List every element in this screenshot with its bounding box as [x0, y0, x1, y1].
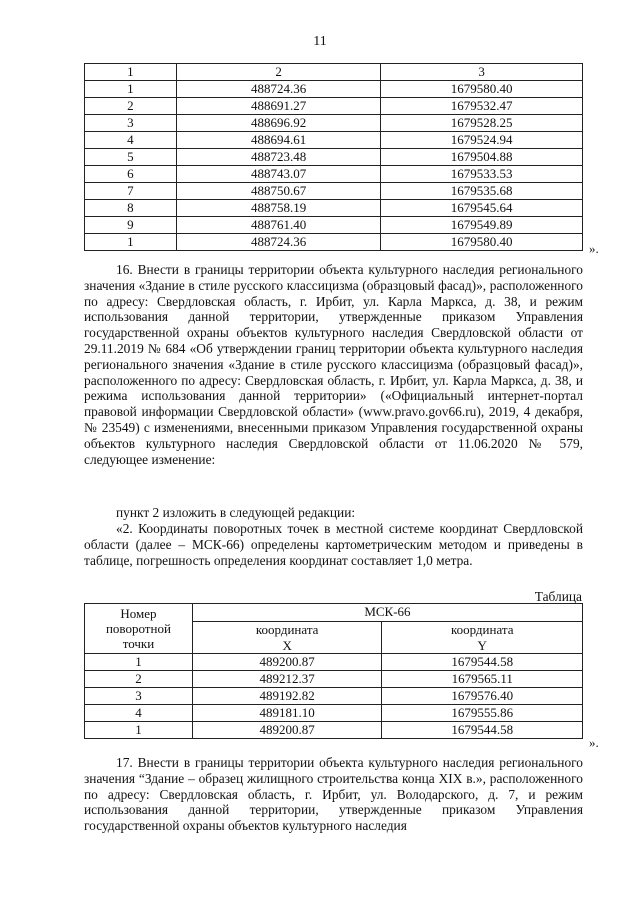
- table-row: [85, 183, 583, 200]
- point-number-cell: 1: [85, 81, 177, 98]
- table-row: [85, 166, 583, 183]
- point-number-header: Номер поворотной точки: [85, 604, 193, 654]
- x-value-cell: 488750.67: [176, 183, 381, 200]
- table-row: [85, 688, 583, 705]
- table-label: Таблица: [534, 589, 582, 604]
- point-number-cell: 7: [85, 183, 177, 200]
- paragraph-item-2: пункт 2 изложить в следующей редакции:: [116, 505, 356, 520]
- y-value-cell: 1679544.58: [382, 722, 583, 739]
- y-coordinate-label: координата: [382, 621, 583, 637]
- table-row: [85, 722, 583, 739]
- y-value-cell: 1679535.68: [381, 183, 583, 200]
- point-number-cell: 6: [85, 166, 177, 183]
- y-axis-header: Y: [382, 637, 583, 653]
- table-row: [85, 671, 583, 688]
- x-value-cell: 488694.61: [176, 132, 381, 149]
- x-value-cell: 488761.40: [176, 217, 381, 234]
- x-value-cell: 489192.82: [192, 688, 382, 705]
- table-row: [85, 654, 583, 671]
- x-value-cell: 488724.36: [176, 234, 381, 251]
- point-number-cell: 4: [85, 132, 177, 149]
- y-value-cell: 1679524.94: [381, 132, 583, 149]
- y-value-cell: 1679532.47: [381, 98, 583, 115]
- closing-quote: ».: [589, 241, 599, 256]
- point-number-cell: 2: [85, 98, 177, 115]
- x-coordinate-label: координата: [192, 621, 382, 637]
- y-value-cell: 1679549.89: [381, 217, 583, 234]
- table-row: [85, 115, 583, 132]
- x-axis-header: X: [192, 637, 382, 653]
- page-number: 11: [313, 34, 327, 49]
- y-value-cell: 1679565.11: [382, 671, 583, 688]
- x-value-cell: 489212.37: [192, 671, 382, 688]
- x-value-cell: 489200.87: [192, 654, 382, 671]
- point-number-cell: 1: [85, 654, 193, 671]
- paragraph-17: 17. Внести в границы территории объекта культурного наследия регионального значения “Здание – образец жилищного строительства конца XIX в.», расположенного по адресу: Свердловская область, г. Ирбит, ул. Володарского, д. 7, и режим использования данной территории, утвержденные приказом Управления государственной охраны объектов культурного наследия: [84, 755, 583, 834]
- x-value-cell: 488724.36: [176, 81, 381, 98]
- table-header-row: [85, 64, 583, 81]
- point-number-cell: 1: [85, 722, 193, 739]
- x-value-cell: 488758.19: [176, 200, 381, 217]
- table-row: [85, 132, 583, 149]
- y-value-cell: 1679555.86: [382, 705, 583, 722]
- column-header: 3: [381, 64, 583, 81]
- point-number-cell: 3: [85, 688, 193, 705]
- table-body: [85, 81, 583, 251]
- x-value-cell: 488691.27: [176, 98, 381, 115]
- point-number-cell: 3: [85, 115, 177, 132]
- y-value-cell: 1679528.25: [381, 115, 583, 132]
- table-row: [85, 200, 583, 217]
- table-header-row: [85, 604, 583, 622]
- point-number-cell: 2: [85, 671, 193, 688]
- y-value-cell: 1679545.64: [381, 200, 583, 217]
- column-header: 1: [85, 64, 177, 81]
- y-value-cell: 1679580.40: [381, 81, 583, 98]
- table-row: [85, 234, 583, 251]
- y-value-cell: 1679576.40: [382, 688, 583, 705]
- table-row: [85, 217, 583, 234]
- paragraph-16: 16. Внести в границы территории объекта культурного наследия регионального значения «Здание в стиле русского классицизма (образцовый фасад)», расположенного по адресу: Свердловская область, г. Ирбит, ул. Карла Маркса, д. 38, и режим использования данной территории, утвержденные приказом Управления государственной охраны объектов культурного наследия Свердловской области от 29.11.2019 № 684 «Об утверждении границ территории объекта культурного наследия регионального значения «Здание в стиле русского классицизма (образцовый фасад)», расположенного по адресу: Свердловская область, г. Ирбит, ул. Карла Маркса, д. 38, и режима использования данной территории» («Официальный интернет-портал правовой информации Свердловской области» (www.pravo.gov66.ru), 2019, 4 декабря, № 23549) с изменениями, внесенными приказом Управления государственной охраны объектов культурного наследия Свердловской области от 11.06.2020 № 579, следующее изменение:: [84, 262, 583, 467]
- table-row: [85, 149, 583, 166]
- msk66-header: МСК-66: [192, 604, 582, 622]
- x-value-cell: 489200.87: [192, 722, 382, 739]
- column-header: 2: [176, 64, 381, 81]
- coordinates-table-1: [84, 63, 583, 251]
- x-value-cell: 489181.10: [192, 705, 382, 722]
- y-value-cell: 1679580.40: [381, 234, 583, 251]
- table-row: [85, 81, 583, 98]
- x-value-cell: 488743.07: [176, 166, 381, 183]
- closing-quote: ».: [589, 735, 599, 750]
- point-number-cell: 9: [85, 217, 177, 234]
- point-number-cell: 8: [85, 200, 177, 217]
- coordinates-table-2: [84, 603, 583, 739]
- point-number-cell: 4: [85, 705, 193, 722]
- table-row: [85, 705, 583, 722]
- y-value-cell: 1679544.58: [382, 654, 583, 671]
- x-value-cell: 488723.48: [176, 149, 381, 166]
- y-value-cell: 1679504.88: [381, 149, 583, 166]
- point-number-cell: 1: [85, 234, 177, 251]
- point-number-cell: 5: [85, 149, 177, 166]
- table-row: [85, 98, 583, 115]
- y-value-cell: 1679533.53: [381, 166, 583, 183]
- table-body: [85, 654, 583, 739]
- x-value-cell: 488696.92: [176, 115, 381, 132]
- paragraph-coordinates: «2. Координаты поворотных точек в местной системе координат Свердловской области (далее – МСК-66) определены картометрическим методом и приведены в таблице, погрешность определения координат составляет 1,0 метра.: [84, 521, 583, 568]
